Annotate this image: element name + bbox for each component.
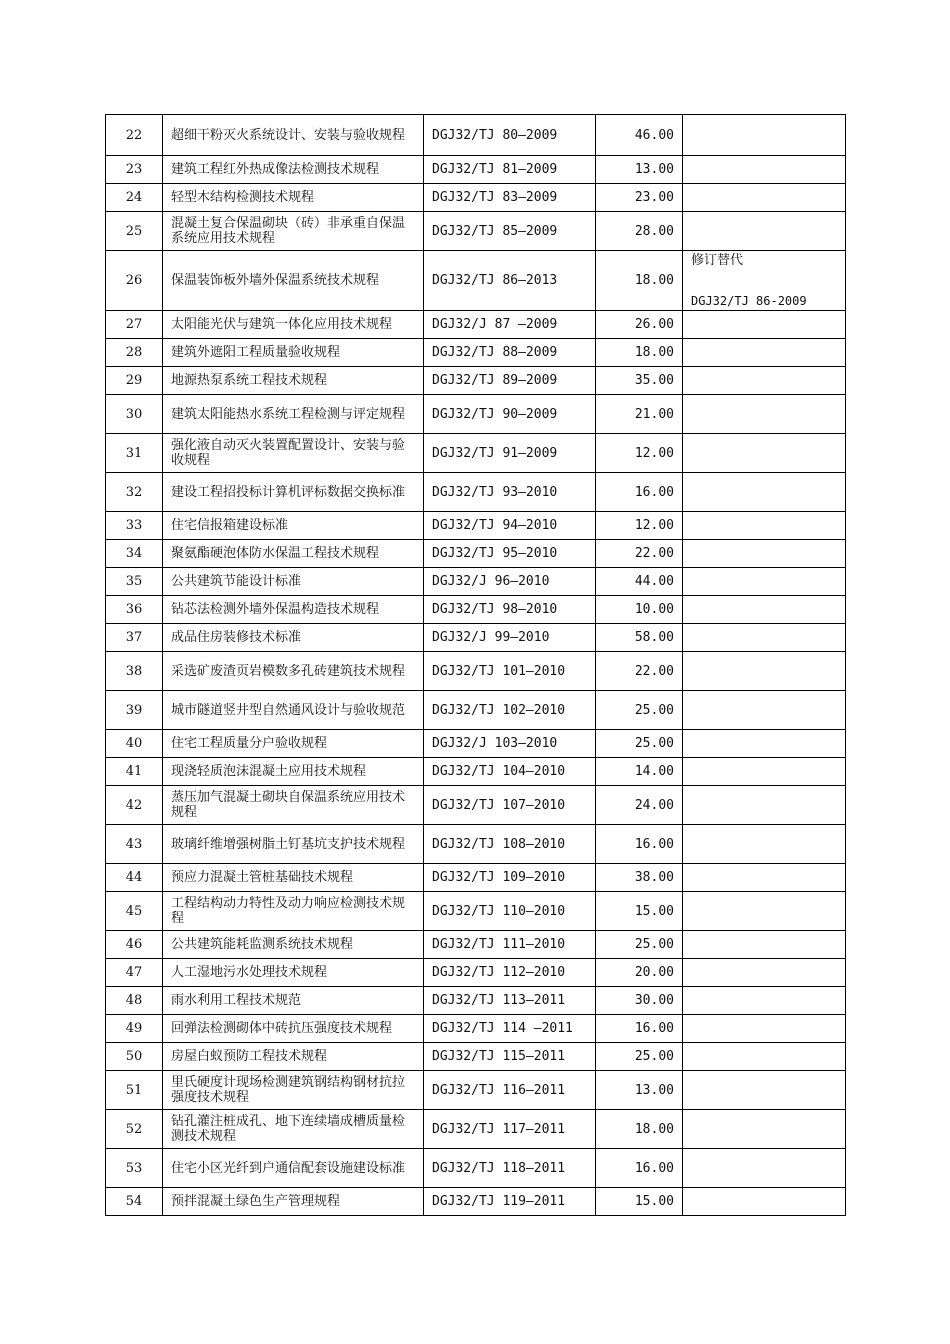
row-number-cell: 31 bbox=[106, 434, 163, 473]
standard-name-cell: 回弹法检测砌体中砖抗压强度技术规程 bbox=[163, 1015, 424, 1043]
remark-cell bbox=[683, 892, 846, 931]
remark-cell bbox=[683, 730, 846, 758]
standard-name-cell: 玻璃纤维增强树脂土钉基坑支护技术规程 bbox=[163, 825, 424, 864]
standard-code-cell: DGJ32/TJ 115—2011 bbox=[424, 1043, 596, 1071]
standard-code-cell: DGJ32/TJ 86—2013 bbox=[424, 251, 596, 311]
remark-cell bbox=[683, 691, 846, 730]
remark-cell bbox=[683, 1071, 846, 1110]
standards-table-body bbox=[106, 115, 846, 1216]
row-number-cell: 37 bbox=[106, 624, 163, 652]
standard-code-cell: DGJ32/TJ 80—2009 bbox=[424, 115, 596, 156]
row-number-cell: 23 bbox=[106, 156, 163, 184]
table-row bbox=[106, 512, 846, 540]
remark-cell bbox=[683, 184, 846, 212]
standard-name-cell: 建筑工程红外热成像法检测技术规程 bbox=[163, 156, 424, 184]
remark-cell bbox=[683, 512, 846, 540]
row-number-cell: 51 bbox=[106, 1071, 163, 1110]
row-number-cell: 22 bbox=[106, 115, 163, 156]
table-row bbox=[106, 786, 846, 825]
price-cell: 22.00 bbox=[596, 652, 683, 691]
standard-code-cell: DGJ32/TJ 85—2009 bbox=[424, 212, 596, 251]
standard-name-cell: 强化液自动灭火装置配置设计、安装与验收规程 bbox=[163, 434, 424, 473]
remark-cell bbox=[683, 339, 846, 367]
price-cell: 20.00 bbox=[596, 959, 683, 987]
standard-name-cell: 住宅信报箱建设标准 bbox=[163, 512, 424, 540]
row-number-cell: 36 bbox=[106, 596, 163, 624]
row-number-cell: 41 bbox=[106, 758, 163, 786]
remark-cell bbox=[683, 786, 846, 825]
standard-name-cell: 保温装饰板外墙外保温系统技术规程 bbox=[163, 251, 424, 311]
row-number-cell: 38 bbox=[106, 652, 163, 691]
remark-cell bbox=[683, 931, 846, 959]
standard-name-cell: 成品住房装修技术标准 bbox=[163, 624, 424, 652]
table-row bbox=[106, 473, 846, 512]
standard-code-cell: DGJ32/TJ 90—2009 bbox=[424, 395, 596, 434]
price-cell: 38.00 bbox=[596, 864, 683, 892]
remark-cell bbox=[683, 540, 846, 568]
price-cell: 22.00 bbox=[596, 540, 683, 568]
standard-name-cell: 公共建筑能耗监测系统技术规程 bbox=[163, 931, 424, 959]
standard-name-cell: 城市隧道竖井型自然通风设计与验收规范 bbox=[163, 691, 424, 730]
row-number-cell: 42 bbox=[106, 786, 163, 825]
standard-code-cell: DGJ32/TJ 94—2010 bbox=[424, 512, 596, 540]
standard-name-cell: 钻孔灌注桩成孔、地下连续墙成槽质量检测技术规程 bbox=[163, 1110, 424, 1149]
standard-code-cell: DGJ32/TJ 104—2010 bbox=[424, 758, 596, 786]
price-cell: 25.00 bbox=[596, 931, 683, 959]
standard-name-cell: 住宅工程质量分户验收规程 bbox=[163, 730, 424, 758]
row-number-cell: 46 bbox=[106, 931, 163, 959]
price-cell: 15.00 bbox=[596, 892, 683, 931]
table-row bbox=[106, 730, 846, 758]
row-number-cell: 28 bbox=[106, 339, 163, 367]
price-cell: 23.00 bbox=[596, 184, 683, 212]
standard-name-cell: 住宅小区光纤到户通信配套设施建设标准 bbox=[163, 1149, 424, 1188]
row-number-cell: 33 bbox=[106, 512, 163, 540]
table-row bbox=[106, 212, 846, 251]
row-number-cell: 47 bbox=[106, 959, 163, 987]
remark-cell bbox=[683, 624, 846, 652]
standard-code-cell: DGJ32/J 99—2010 bbox=[424, 624, 596, 652]
table-row bbox=[106, 1043, 846, 1071]
table-row bbox=[106, 311, 846, 339]
standard-name-cell: 太阳能光伏与建筑一体化应用技术规程 bbox=[163, 311, 424, 339]
table-row bbox=[106, 624, 846, 652]
standard-name-cell: 地源热泵系统工程技术规程 bbox=[163, 367, 424, 395]
standard-code-cell: DGJ32/TJ 113—2011 bbox=[424, 987, 596, 1015]
standard-name-cell: 混凝土复合保温砌块（砖）非承重自保温系统应用技术规程 bbox=[163, 212, 424, 251]
table-row bbox=[106, 1015, 846, 1043]
standard-name-cell: 公共建筑节能设计标准 bbox=[163, 568, 424, 596]
row-number-cell: 30 bbox=[106, 395, 163, 434]
remark-cell bbox=[683, 251, 846, 311]
row-number-cell: 54 bbox=[106, 1188, 163, 1216]
remark-cell bbox=[683, 652, 846, 691]
table-row bbox=[106, 652, 846, 691]
remark-cell bbox=[683, 1015, 846, 1043]
price-cell: 13.00 bbox=[596, 156, 683, 184]
standard-code-cell: DGJ32/TJ 108—2010 bbox=[424, 825, 596, 864]
table-row bbox=[106, 987, 846, 1015]
price-cell: 46.00 bbox=[596, 115, 683, 156]
standard-name-cell: 轻型木结构检测技术规程 bbox=[163, 184, 424, 212]
table-row bbox=[106, 568, 846, 596]
standard-code-cell: DGJ32/TJ 109—2010 bbox=[424, 864, 596, 892]
standard-code-cell: DGJ32/TJ 110—2010 bbox=[424, 892, 596, 931]
standard-name-cell: 钻芯法检测外墙外保温构造技术规程 bbox=[163, 596, 424, 624]
remark-text: 修订替代 bbox=[691, 252, 744, 268]
price-cell: 30.00 bbox=[596, 987, 683, 1015]
remark-cell bbox=[683, 395, 846, 434]
table-row bbox=[106, 1149, 846, 1188]
row-number-cell: 25 bbox=[106, 212, 163, 251]
standard-code-cell: DGJ32/TJ 117—2011 bbox=[424, 1110, 596, 1149]
remark-cell bbox=[683, 1043, 846, 1071]
table-row bbox=[106, 758, 846, 786]
row-number-cell: 45 bbox=[106, 892, 163, 931]
remark-cell bbox=[683, 987, 846, 1015]
remark-cell bbox=[683, 568, 846, 596]
price-cell: 25.00 bbox=[596, 1043, 683, 1071]
standard-name-cell: 预拌混凝土绿色生产管理规程 bbox=[163, 1188, 424, 1216]
standard-code-cell: DGJ32/TJ 116—2011 bbox=[424, 1071, 596, 1110]
standard-name-cell: 工程结构动力特性及动力响应检测技术规程 bbox=[163, 892, 424, 931]
remark-cell bbox=[683, 596, 846, 624]
price-cell: 25.00 bbox=[596, 691, 683, 730]
row-number-cell: 53 bbox=[106, 1149, 163, 1188]
row-number-cell: 32 bbox=[106, 473, 163, 512]
table-row bbox=[106, 251, 846, 311]
remark-cell bbox=[683, 115, 846, 156]
remark-cell bbox=[683, 864, 846, 892]
remark-cell bbox=[683, 825, 846, 864]
row-number-cell: 35 bbox=[106, 568, 163, 596]
standard-code-cell: DGJ32/TJ 91—2009 bbox=[424, 434, 596, 473]
table-row bbox=[106, 115, 846, 156]
standard-code-cell: DGJ32/TJ 119—2011 bbox=[424, 1188, 596, 1216]
table-row bbox=[106, 1110, 846, 1149]
price-cell: 35.00 bbox=[596, 367, 683, 395]
table-row bbox=[106, 156, 846, 184]
price-cell: 13.00 bbox=[596, 1071, 683, 1110]
row-number-cell: 24 bbox=[106, 184, 163, 212]
price-cell: 18.00 bbox=[596, 339, 683, 367]
row-number-cell: 34 bbox=[106, 540, 163, 568]
standard-name-cell: 聚氨酯硬泡体防水保温工程技术规程 bbox=[163, 540, 424, 568]
remark-cell bbox=[683, 959, 846, 987]
table-row bbox=[106, 864, 846, 892]
row-number-cell: 39 bbox=[106, 691, 163, 730]
price-cell: 24.00 bbox=[596, 786, 683, 825]
standard-name-cell: 采选矿废渣页岩模数多孔砖建筑技术规程 bbox=[163, 652, 424, 691]
standard-name-cell: 蒸压加气混凝土砌块自保温系统应用技术规程 bbox=[163, 786, 424, 825]
price-cell: 10.00 bbox=[596, 596, 683, 624]
standard-code-cell: DGJ32/TJ 93—2010 bbox=[424, 473, 596, 512]
table-row bbox=[106, 596, 846, 624]
standard-code-cell: DGJ32/TJ 107—2010 bbox=[424, 786, 596, 825]
standard-code-cell: DGJ32/TJ 101—2010 bbox=[424, 652, 596, 691]
table-row bbox=[106, 367, 846, 395]
price-cell: 26.00 bbox=[596, 311, 683, 339]
price-cell: 12.00 bbox=[596, 434, 683, 473]
standard-code-cell: DGJ32/TJ 114 —2011 bbox=[424, 1015, 596, 1043]
price-cell: 58.00 bbox=[596, 624, 683, 652]
price-cell: 28.00 bbox=[596, 212, 683, 251]
price-cell: 16.00 bbox=[596, 1149, 683, 1188]
table-row bbox=[106, 184, 846, 212]
row-number-cell: 27 bbox=[106, 311, 163, 339]
standard-code-cell: DGJ32/TJ 88—2009 bbox=[424, 339, 596, 367]
price-cell: 18.00 bbox=[596, 251, 683, 311]
remark-cell bbox=[683, 1188, 846, 1216]
standard-code-cell: DGJ32/TJ 81—2009 bbox=[424, 156, 596, 184]
standard-code-cell: DGJ32/TJ 118—2011 bbox=[424, 1149, 596, 1188]
standard-code-cell: DGJ32/TJ 112—2010 bbox=[424, 959, 596, 987]
row-number-cell: 26 bbox=[106, 251, 163, 311]
remark-cell bbox=[683, 434, 846, 473]
remark-cell bbox=[683, 758, 846, 786]
remark-cell bbox=[683, 1110, 846, 1149]
remark-replaced-code: DGJ32/TJ 86-2009 bbox=[691, 293, 807, 308]
standard-name-cell: 里氏硬度计现场检测建筑钢结构钢材抗拉强度技术规程 bbox=[163, 1071, 424, 1110]
price-cell: 12.00 bbox=[596, 512, 683, 540]
price-cell: 44.00 bbox=[596, 568, 683, 596]
remark-cell bbox=[683, 367, 846, 395]
table-row bbox=[106, 892, 846, 931]
standard-code-cell: DGJ32/TJ 89—2009 bbox=[424, 367, 596, 395]
row-number-cell: 40 bbox=[106, 730, 163, 758]
table-row bbox=[106, 959, 846, 987]
standard-name-cell: 建筑太阳能热水系统工程检测与评定规程 bbox=[163, 395, 424, 434]
standard-code-cell: DGJ32/TJ 102—2010 bbox=[424, 691, 596, 730]
remark-cell bbox=[683, 1149, 846, 1188]
table-row bbox=[106, 931, 846, 959]
standard-name-cell: 超细干粉灭火系统设计、安装与验收规程 bbox=[163, 115, 424, 156]
table-row bbox=[106, 434, 846, 473]
standard-name-cell: 建筑外遮阳工程质量验收规程 bbox=[163, 339, 424, 367]
standard-name-cell: 雨水利用工程技术规范 bbox=[163, 987, 424, 1015]
standard-code-cell: DGJ32/J 96—2010 bbox=[424, 568, 596, 596]
standards-table bbox=[105, 114, 846, 1216]
remark-cell bbox=[683, 212, 846, 251]
table-row bbox=[106, 395, 846, 434]
standard-name-cell: 人工湿地污水处理技术规程 bbox=[163, 959, 424, 987]
price-cell: 21.00 bbox=[596, 395, 683, 434]
price-cell: 25.00 bbox=[596, 730, 683, 758]
table-row bbox=[106, 540, 846, 568]
standard-name-cell: 房屋白蚁预防工程技术规程 bbox=[163, 1043, 424, 1071]
table-row bbox=[106, 1188, 846, 1216]
row-number-cell: 52 bbox=[106, 1110, 163, 1149]
price-cell: 18.00 bbox=[596, 1110, 683, 1149]
standard-code-cell: DGJ32/TJ 83—2009 bbox=[424, 184, 596, 212]
row-number-cell: 49 bbox=[106, 1015, 163, 1043]
price-cell: 16.00 bbox=[596, 473, 683, 512]
remark-cell bbox=[683, 311, 846, 339]
table-row bbox=[106, 825, 846, 864]
standard-name-cell: 建设工程招投标计算机评标数据交换标准 bbox=[163, 473, 424, 512]
standard-code-cell: DGJ32/TJ 98—2010 bbox=[424, 596, 596, 624]
standard-name-cell: 预应力混凝土管桩基础技术规程 bbox=[163, 864, 424, 892]
price-cell: 14.00 bbox=[596, 758, 683, 786]
row-number-cell: 50 bbox=[106, 1043, 163, 1071]
standard-code-cell: DGJ32/J 103—2010 bbox=[424, 730, 596, 758]
row-number-cell: 43 bbox=[106, 825, 163, 864]
remark-cell bbox=[683, 156, 846, 184]
table-row bbox=[106, 339, 846, 367]
standard-code-cell: DGJ32/TJ 111—2010 bbox=[424, 931, 596, 959]
price-cell: 16.00 bbox=[596, 825, 683, 864]
standard-code-cell: DGJ32/J 87 —2009 bbox=[424, 311, 596, 339]
table-row bbox=[106, 1071, 846, 1110]
table-row bbox=[106, 691, 846, 730]
remark-cell bbox=[683, 473, 846, 512]
row-number-cell: 48 bbox=[106, 987, 163, 1015]
row-number-cell: 29 bbox=[106, 367, 163, 395]
standard-code-cell: DGJ32/TJ 95—2010 bbox=[424, 540, 596, 568]
row-number-cell: 44 bbox=[106, 864, 163, 892]
standard-name-cell: 现浇轻质泡沫混凝土应用技术规程 bbox=[163, 758, 424, 786]
price-cell: 15.00 bbox=[596, 1188, 683, 1216]
price-cell: 16.00 bbox=[596, 1015, 683, 1043]
